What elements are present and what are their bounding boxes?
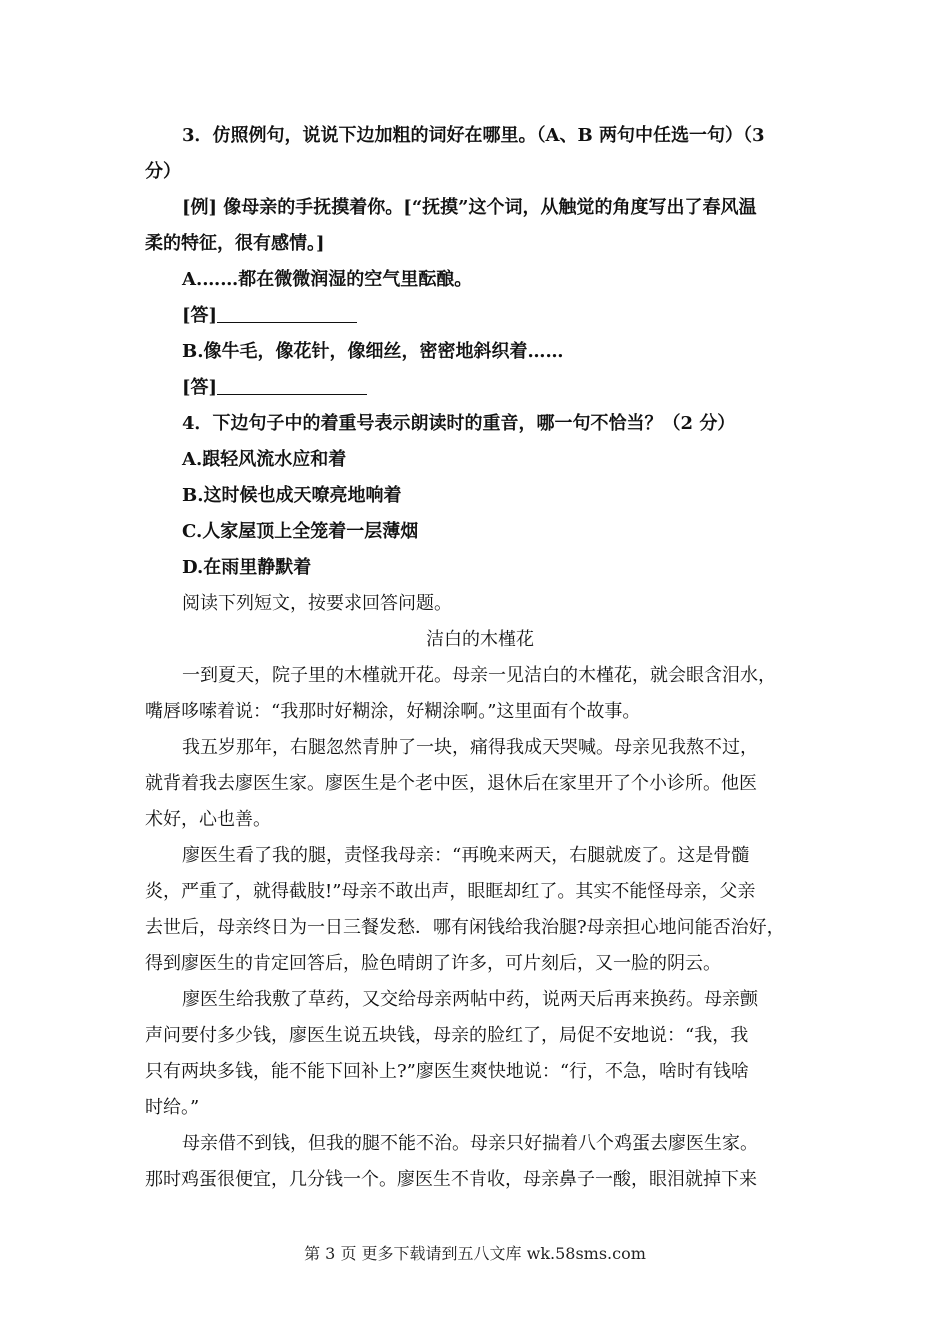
question-3-line-1: 3．仿照例句，说说下边加粗的词好在哪里。（A、B 两句中任选一句）（3 (182, 125, 765, 146)
question-4-option-d: D.在雨里静默着 (182, 557, 312, 578)
passage-line: 我五岁那年，右腿忽然青肿了一块，痛得我成天哭喊。母亲见我熬不过， (182, 737, 758, 758)
option-b: B.像牛毛，像花针，像细丝，密密地斜织着…… (182, 341, 564, 362)
passage-line: 那时鸡蛋很便宜，几分钱一个。廖医生不肯收，母亲鼻子一酸，眼泪就掉下来 (145, 1169, 757, 1190)
page-footer: 第 3 页 更多下载请到五八文库 wk.58sms.com (304, 1244, 646, 1263)
passage-line: 得到廖医生的肯定回答后，脸色晴朗了许多，可片刻后，又一脸的阴云。 (145, 953, 721, 974)
passage-line: 时给。” (145, 1097, 200, 1118)
answer-line-a (145, 298, 815, 334)
question-3-line-2: 分） (145, 161, 181, 182)
answer-blank-a[interactable] (217, 304, 357, 323)
passage-line: 嘴唇哆嗦着说：“我那时好糊涂，好糊涂啊。”这里面有个故事。 (145, 701, 641, 722)
answer-label: [答] (182, 377, 218, 398)
document-page (145, 118, 815, 1198)
example-line-1: [例] 像母亲的手抚摸着你。[“抚摸”这个词，从触觉的角度写出了春风温 (182, 197, 757, 218)
option-a: A.……都在微微润湿的空气里酝酿。 (182, 269, 473, 290)
answer-label: [答] (182, 305, 218, 326)
passage-line: 母亲借不到钱，但我的腿不能不治。母亲只好揣着八个鸡蛋去廖医生家。 (182, 1133, 758, 1154)
question-4-option-b: B.这时候也成天嘹亮地响着 (182, 485, 402, 506)
passage-line: 声问要付多少钱，廖医生说五块钱，母亲的脸红了，局促不安地说：“我，我 (145, 1025, 749, 1046)
answer-line-b (145, 370, 815, 406)
passage-line: 廖医生看了我的腿，责怪我母亲：“再晚来两天，右腿就废了。这是骨髓 (182, 845, 750, 866)
passage-line: 廖医生给我敷了草药，又交给母亲两帖中药，说两天后再来换药。母亲颤 (182, 989, 758, 1010)
example-line-2: 柔的特征，很有感情。] (145, 233, 325, 254)
question-4-option-a: A.跟轻风流水应和着 (182, 449, 347, 470)
passage-title: 洁白的木槿花 (426, 629, 534, 650)
passage-line: 一到夏天，院子里的木槿就开花。母亲一见洁白的木槿花，就会眼含泪水， (182, 665, 776, 686)
passage-line: 术好，心也善。 (145, 809, 271, 830)
passage-line: 就背着我去廖医生家。廖医生是个老中医，退休后在家里开了个小诊所。他医 (145, 773, 757, 794)
passage-line: 只有两块多钱，能不能下回补上?”廖医生爽快地说：“行，不急，啥时有钱啥 (145, 1061, 750, 1082)
passage-line: 去世后，母亲终日为一日三餐发愁．哪有闲钱给我治腿?母亲担心地问能否治好， (145, 917, 785, 938)
reading-instruction: 阅读下列短文，按要求回答问题。 (182, 593, 452, 614)
answer-blank-b[interactable] (217, 376, 367, 395)
passage-body (145, 658, 815, 1198)
question-4-option-c: C.人家屋顶上全笼着一层薄烟 (182, 521, 419, 542)
question-4: 4．下边句子中的着重号表示朗读时的重音，哪一句不恰当？（2 分） (182, 413, 736, 434)
passage-line: 炎，严重了，就得截肢!”母亲不敢出声，眼眶却红了。其实不能怪母亲，父亲 (145, 881, 756, 902)
